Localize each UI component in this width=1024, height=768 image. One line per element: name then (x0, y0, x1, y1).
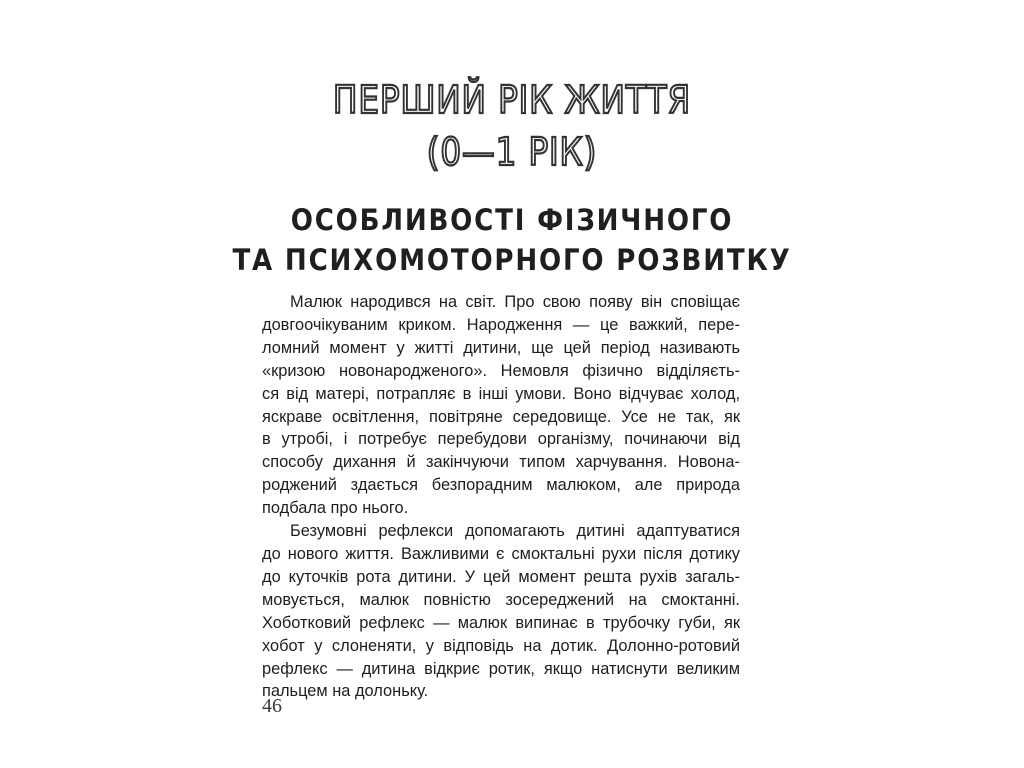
paragraph-1 (262, 291, 740, 520)
section-title (51, 200, 973, 280)
body-text (262, 291, 740, 703)
paragraph-1-line: способу дихання й закінчуючи типом харчування. Новона- (262, 453, 740, 472)
section-title-line-2: ТА ПСИХОМОТОРНОГО РОЗВИТКУ (232, 243, 792, 277)
paragraph-1-line: в утробі, і потребує перебудови організму, починаючи від (262, 430, 740, 449)
paragraph-1-line: ся від матері, потрапляє в інші умови. Воно відчуває холод, (262, 384, 740, 403)
chapter-title-line-2: (0—1 РІК) (426, 130, 598, 174)
paragraph-2-line: пальцем на долоньку. (262, 682, 429, 701)
paragraph-2-line: до куточків рота дитини. У цей момент решта рухів загаль- (262, 567, 740, 586)
chapter-title (72, 74, 953, 178)
paragraph-1-line: Малюк народився на світ. Про свою появу він сповіщає (290, 293, 740, 311)
paragraph-1-line: «кризою новонародженого». Немовля фізично відділяєть- (262, 361, 740, 380)
section-title-line-1: ОСОБЛИВОСТІ ФІЗИЧНОГО (290, 203, 734, 237)
paragraph-2-line: Хоботковий рефлекс — малюк випинає в трубочку губи, як (262, 613, 740, 632)
paragraph-2-line: хобот у слоненяти, у відповідь на дотик. Долонно-ротовий (262, 636, 740, 655)
paragraph-2-line: до нового життя. Важливими є смоктальні рухи після дотику (262, 544, 740, 563)
chapter-title-line-1: ПЕРШИЙ РІК ЖИТТЯ (332, 78, 692, 122)
paragraph-1-line: роджений здається безпорадним малюком, але природа (262, 476, 740, 495)
paragraph-1-line: довгоочікуваним криком. Народження — це важкий, пере- (262, 315, 740, 334)
paragraph-1-line: яскраве освітлення, повітряне середовище. Усе не так, як (262, 407, 740, 426)
paragraph-2-line: рефлекс — дитина відкриє ротик, якщо натиснути великим (262, 659, 740, 678)
paragraph-1-line: ломний момент у житті дитини, ще цей період називають (262, 338, 740, 357)
paragraph-1-line: подбала про нього. (262, 499, 409, 518)
paragraph-2-line: Безумовні рефлекси допомагають дитині адаптуватися (290, 522, 740, 541)
page-number: 46 (262, 695, 282, 717)
paragraph-2-line: мовується, малюк повністю зосереджений на смоктанні. (262, 590, 740, 609)
paragraph-2 (262, 520, 740, 703)
